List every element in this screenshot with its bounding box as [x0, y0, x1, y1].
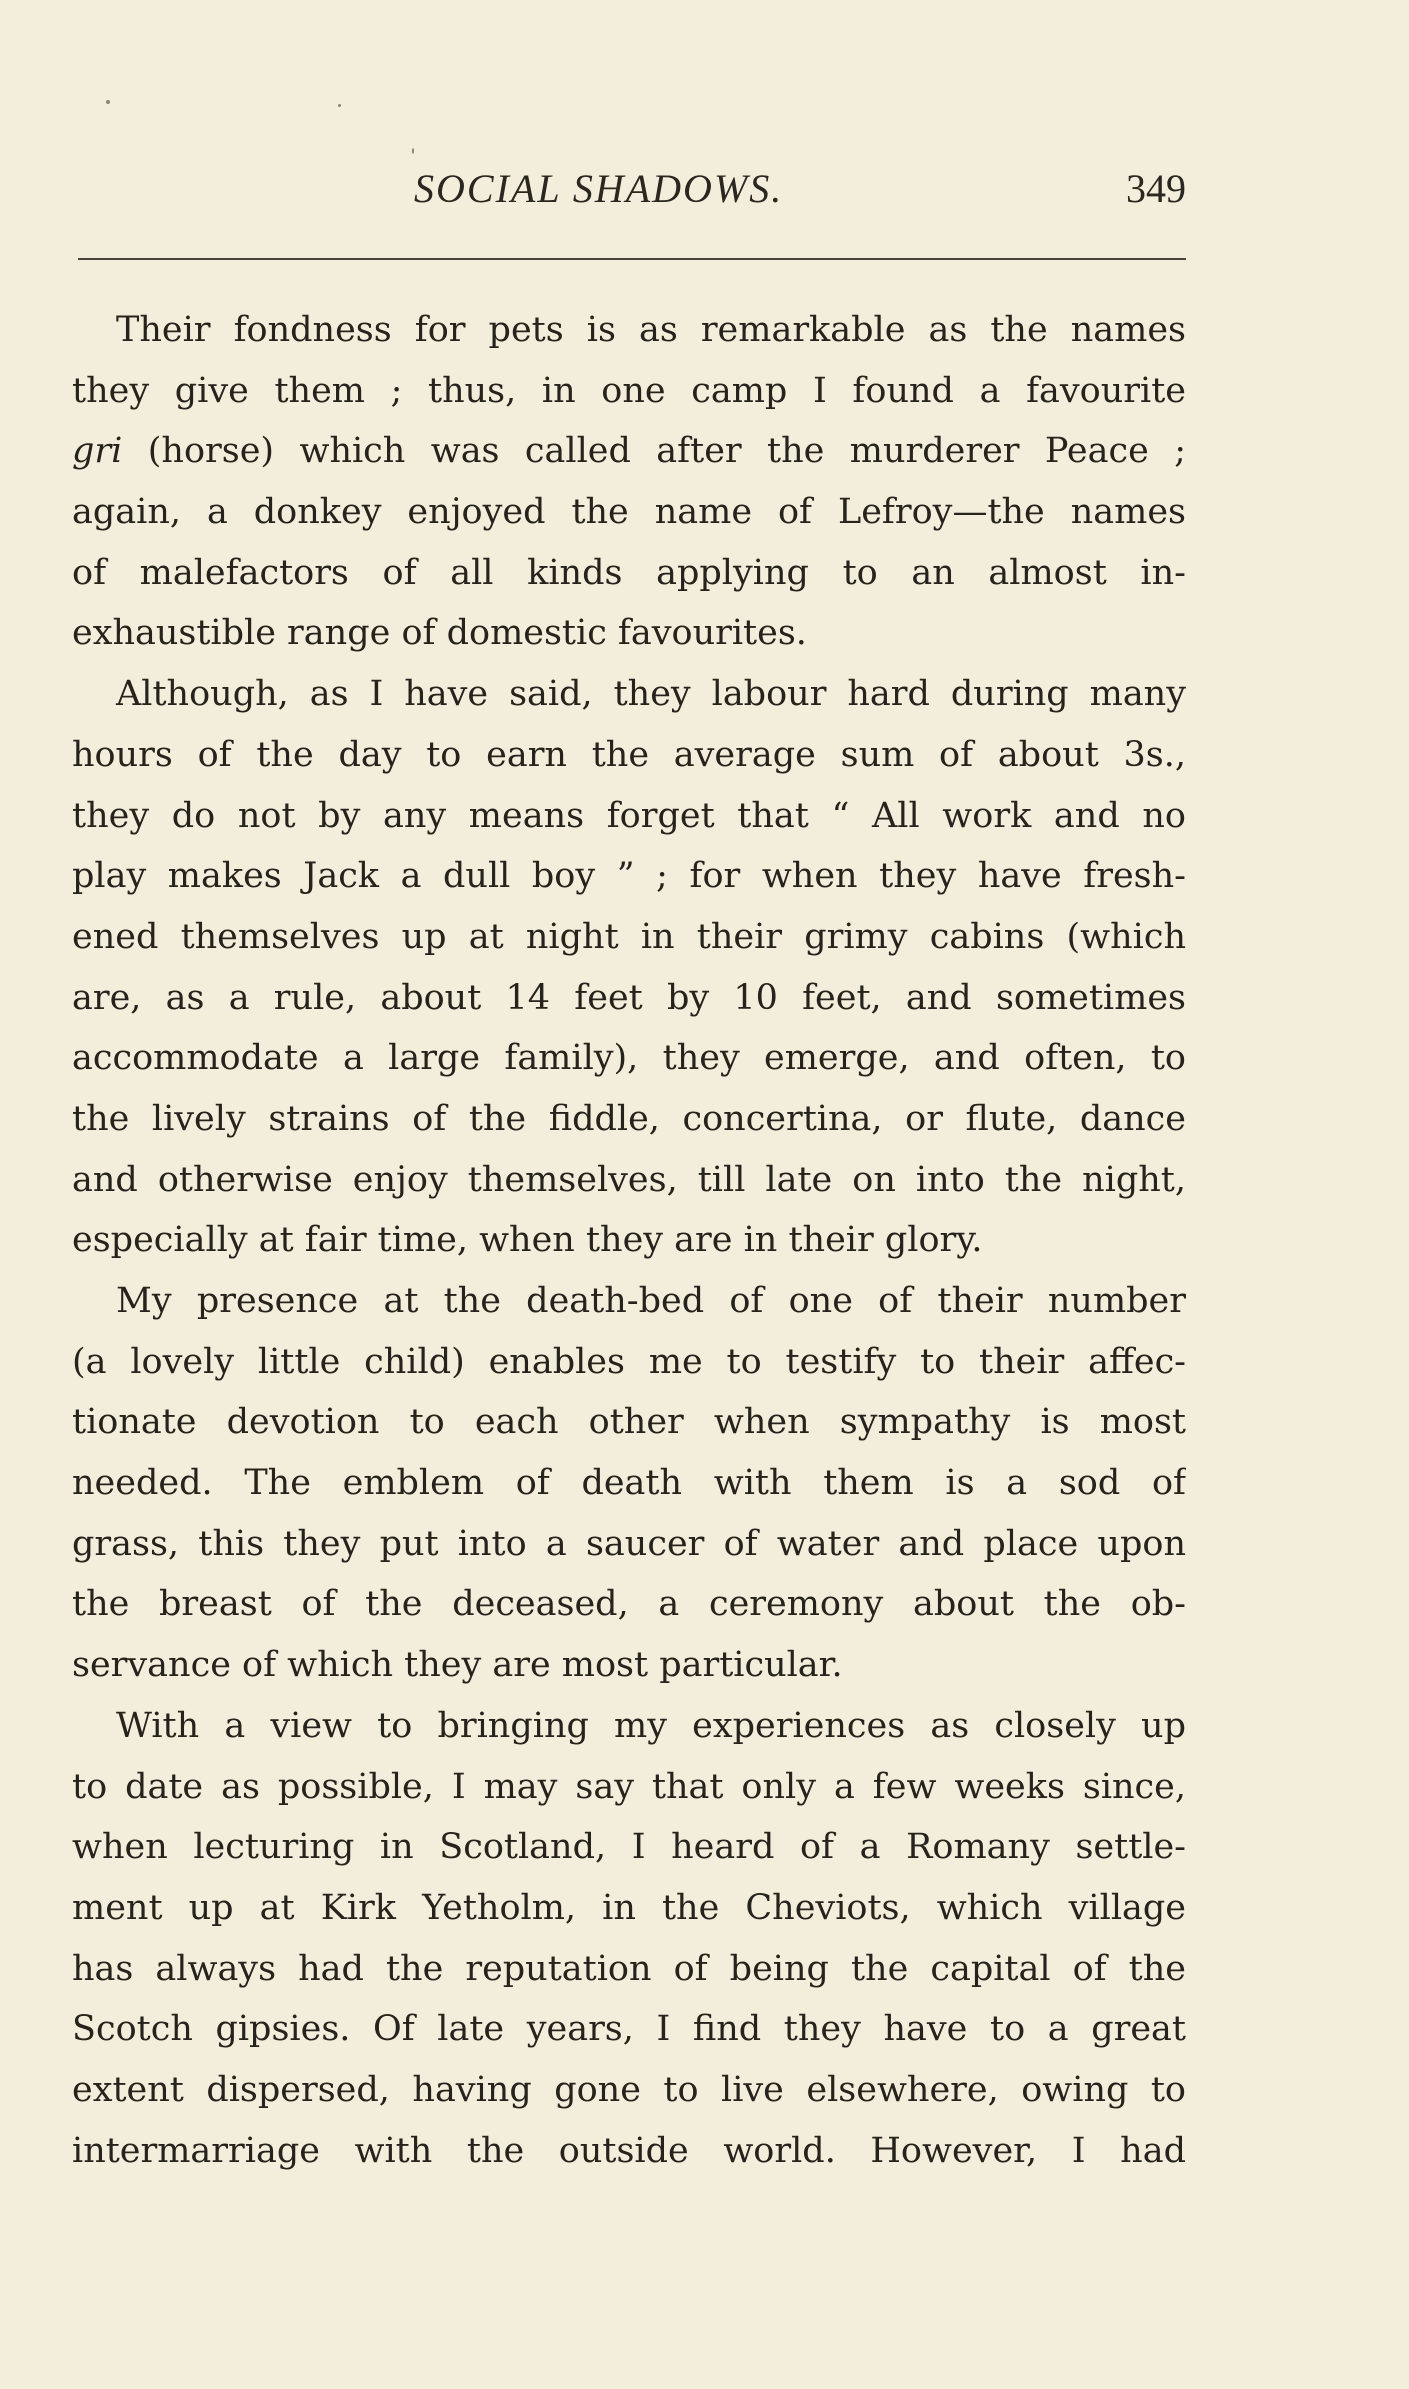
paper-speck [412, 148, 414, 154]
text-line: extent dispersed, having gone to live elsewhere, owing to [72, 2069, 1186, 2110]
text-line: play makes Jack a dull boy ” ; for when they have fresh- [72, 856, 1186, 897]
text-line: Although, as I have said, they labour hard during many [116, 674, 1186, 715]
text-line: grass, this they put into a saucer of water and place upon [72, 1523, 1186, 1564]
paper-speck [106, 100, 110, 104]
text-line: especially at fair time, when they are in their glory. [72, 1220, 983, 1261]
text-line: servance of which they are most particular. [72, 1645, 843, 1686]
text-line: again, a donkey enjoyed the name of Lefroy—the names [72, 492, 1186, 533]
text-line: and otherwise enjoy themselves, till late on into the night, [72, 1159, 1186, 1200]
text-line: the lively strains of the fiddle, concertina, or flute, dance [72, 1098, 1186, 1139]
text-line: of malefactors of all kinds applying to an almost in- [72, 552, 1186, 593]
text-line: My presence at the death-bed of one of their number [116, 1281, 1186, 1321]
text-line: hours of the day to earn the average sum of about 3s., [72, 734, 1186, 775]
running-title: SOCIAL SHADOWS. [414, 166, 784, 211]
text-line: are, as a rule, about 14 feet by 10 feet, and sometimes [72, 977, 1186, 1018]
text-line: tionate devotion to each other when sympathy is most [72, 1402, 1186, 1443]
page-number: 349 [1126, 166, 1186, 211]
text-line: accommodate a large family), they emerge, and often, to [72, 1038, 1186, 1079]
text-line: ment up at Kirk Yetholm, in the Cheviots, which village [72, 1887, 1186, 1928]
text-line: has always had the reputation of being the capital of the [72, 1948, 1186, 1989]
paper-speck [338, 104, 341, 107]
text-line: the breast of the deceased, a ceremony about the ob- [72, 1584, 1186, 1625]
text-line: they give them ; thus, in one camp I found a favourite [72, 370, 1186, 411]
header-rule [78, 258, 1186, 260]
text-line: when lecturing in Scotland, I heard of a Romany settle- [72, 1827, 1186, 1868]
text-line: to date as possible, I may say that only a few weeks since, [72, 1766, 1186, 1807]
text-line: exhaustible range of domestic favourites. [72, 613, 807, 654]
text-line: ened themselves up at night in their grimy cabins (which [72, 916, 1186, 957]
text-line: intermarriage with the outside world. However, I had [72, 2130, 1186, 2171]
text-line: (a lovely little child) enables me to testify to their affec- [72, 1341, 1186, 1382]
text-line: gri (horse) which was called after the murderer Peace ; [72, 431, 1186, 472]
italic-word: gri [72, 431, 123, 472]
text-line: they do not by any means forget that “ All work and no [72, 795, 1186, 836]
text-line: With a view to bringing my experiences as closely up [116, 1705, 1186, 1746]
text-line: needed. The emblem of death with them is a sod of [72, 1463, 1186, 1504]
text-line: Scotch gipsies. Of late years, I find they have to a great [72, 2009, 1186, 2050]
text-line: Their fondness for pets is as remarkable as the names [116, 310, 1186, 350]
body-text [72, 300, 1186, 2181]
running-head [74, 165, 1186, 225]
